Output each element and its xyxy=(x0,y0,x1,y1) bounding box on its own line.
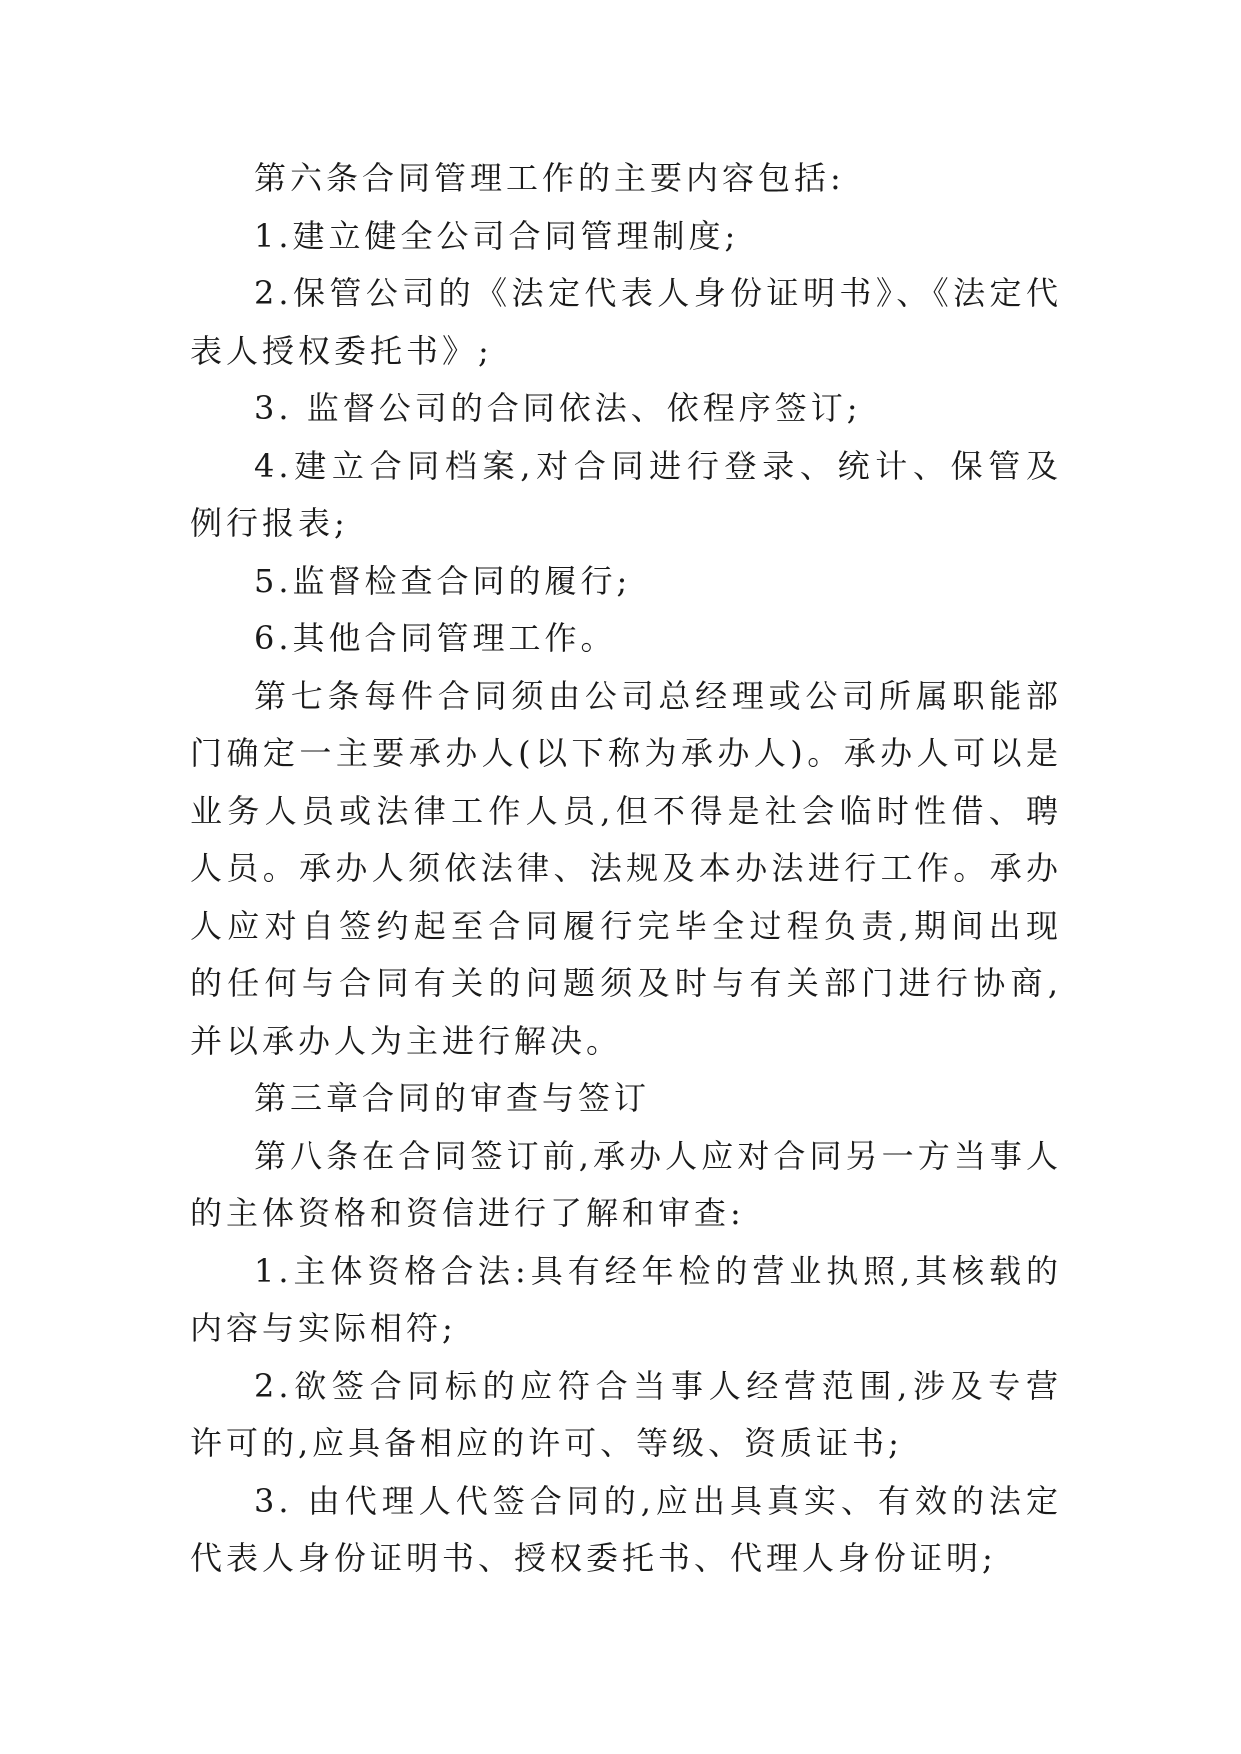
list-item-8-1: 1.主体资格合法:具有经年检的营业执照,其核载的内容与实际相符; xyxy=(190,1251,1062,1347)
list-item-8-2: 2.欲签合同标的应符合当事人经营范围,涉及专营许可的,应具备相应的许可、等级、资质证书; xyxy=(190,1366,1062,1462)
list-item-1: 1.建立健全公司合同管理制度; xyxy=(254,216,740,255)
list-item-8-3: 3. 由代理人代签合同的,应出具真实、有效的法定代表人身份证明书、授权委托书、代理人身份证明; xyxy=(190,1481,1062,1577)
list-item-5: 5.监督检查合同的履行; xyxy=(254,561,632,600)
paragraph-article-6: 第六条合同管理工作的主要内容包括: xyxy=(254,159,845,197)
list-item-2: 2.保管公司的《法定代表人身份证明书》、《法定代表人授权委托书》; xyxy=(190,274,1062,370)
paragraph-article-7: 第七条每件合同须由公司总经理或公司所属职能部门确定一主要承办人(以下称为承办人)。承办人可以是业务人员或法律工作人员,但不得是社会临时性借、聘人员。承办人须依法律、法规及本办法进行工作。承办人应对自签约起至合同履行完毕全过程负责,期间出现的任何与合同有关的问题须及时与有关部门进行协商,并以承办人为主进行解决。 xyxy=(190,676,1062,1060)
document-body xyxy=(190,150,1062,1588)
list-item-4: 4.建立合同档案,对合同进行登录、统计、保管及例行报表; xyxy=(190,446,1062,542)
list-item-3: 3. 监督公司的合同依法、依程序签订; xyxy=(254,389,862,427)
list-item-6: 6.其他合同管理工作。 xyxy=(254,619,617,657)
chapter-heading-3: 第三章合同的审查与签订 xyxy=(254,1079,651,1117)
paragraph-article-8: 第八条在合同签订前,承办人应对合同另一方当事人的主体资格和资信进行了解和审查: xyxy=(190,1136,1062,1232)
